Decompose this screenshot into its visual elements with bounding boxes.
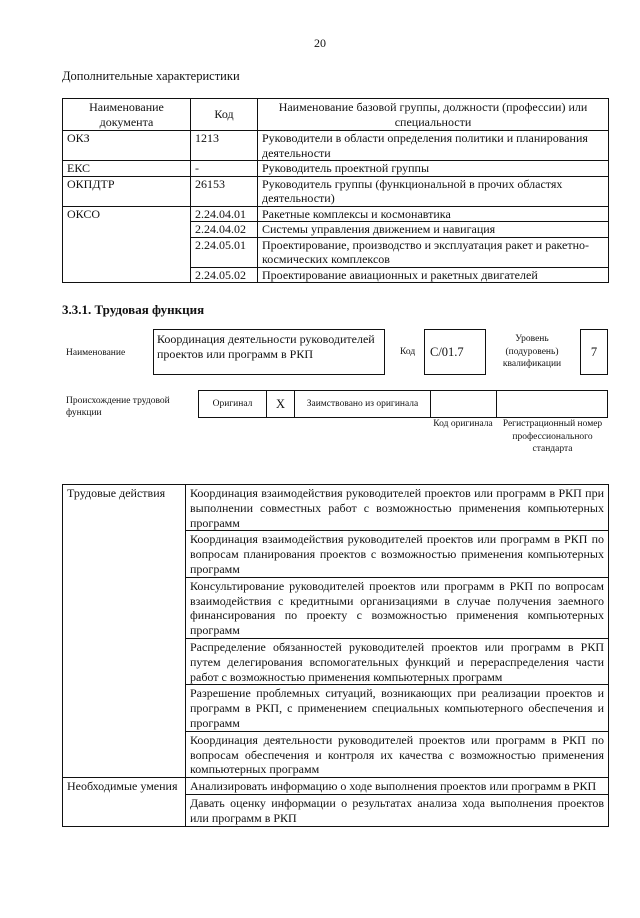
origin-row <box>199 391 608 418</box>
original-code-caption: Код оригинала <box>433 419 493 429</box>
table-row <box>63 131 609 161</box>
code-cell: 2.24.05.01 <box>191 237 258 267</box>
header-group-name: Наименование базовой группы, должности (профессии) или специальности <box>258 99 609 131</box>
name-cell: Проектирование, производство и эксплуатация ракет и ракетно-космических комплексов <box>258 237 609 267</box>
registration-number-caption: Регистрационный номер профессионального стандарта <box>502 419 603 454</box>
qualification-level-label: Уровень (подуровень) квалификации <box>502 334 562 369</box>
original-label: Оригинал <box>199 391 267 418</box>
labor-action-item: Координация деятельности руководителей проектов или программ в РКП по вопросам обеспечения и контроля их качества с возможностью применения компьютерных программ <box>186 731 609 777</box>
table-row <box>63 778 609 795</box>
characteristics-header-row <box>63 99 609 131</box>
origin-table <box>198 390 608 418</box>
name-cell: Системы управления движением и навигация <box>258 222 609 238</box>
code-cell: - <box>191 161 258 177</box>
skill-item: Давать оценку информации о результатах анализа хода выполнения проектов или программ в РКП <box>186 794 609 826</box>
doc-cell: ОКЗ <box>63 131 191 161</box>
required-skills-label: Необходимые умения <box>63 778 186 826</box>
header-code: Код <box>191 99 258 131</box>
function-code-label: Код <box>400 347 416 357</box>
table-row <box>63 176 609 206</box>
function-name-label: Наименование <box>66 348 126 358</box>
doc-cell: ОКСО <box>63 206 191 283</box>
code-cell: 2.24.05.02 <box>191 267 258 283</box>
name-cell: Руководитель группы (функциональной в прочих областях деятельности) <box>258 176 609 206</box>
original-code-cell <box>431 391 497 418</box>
name-cell: Проектирование авиационных и ракетных двигателей <box>258 267 609 283</box>
code-cell: 2.24.04.01 <box>191 206 258 222</box>
name-cell: Ракетные комплексы и космонавтика <box>258 206 609 222</box>
labor-actions-label: Трудовые действия <box>63 485 186 778</box>
code-cell: 2.24.04.02 <box>191 222 258 238</box>
name-cell: Руководители в области определения политики и планирования деятельности <box>258 131 609 161</box>
labor-action-item: Распределение обязанностей руководителей проектов или программ в РКП путем делегирования вспомогательных функций и перераспределения части работ с возможностью применения компьютерных программ <box>186 638 609 684</box>
labor-action-item: Координация взаимодействия руководителей проектов или программ в РКП при выполнении совместных работ с возможностью применения компьютерных программ <box>186 485 609 531</box>
code-cell: 26153 <box>191 176 258 206</box>
header-document: Наименование документа <box>63 99 191 131</box>
labor-activities-table <box>62 484 609 827</box>
original-mark: X <box>267 391 295 418</box>
doc-cell: ОКПДТР <box>63 176 191 206</box>
table-row <box>63 206 609 222</box>
code-cell: 1213 <box>191 131 258 161</box>
table-row <box>63 161 609 177</box>
section-title: 3.3.1. Трудовая функция <box>62 302 205 317</box>
characteristics-table <box>62 98 609 283</box>
skill-item: Анализировать информацию о ходе выполнения проектов или программ в РКП <box>186 778 609 795</box>
additional-heading: Дополнительные характеристики <box>62 69 240 83</box>
table-row <box>63 485 609 531</box>
registration-number-cell <box>497 391 608 418</box>
name-cell: Руководитель проектной группы <box>258 161 609 177</box>
labor-action-item: Консультирование руководителей проектов или программ в РКП по вопросам взаимодействия с кредитными организациями в случае получения заемного финансирования по проекту с возможностью применения компьютерных программ <box>186 577 609 638</box>
labor-action-item: Координация взаимодействия руководителей проектов или программ в РКП по вопросам планирования проектов с возможностью применения компьютерных программ <box>186 531 609 577</box>
qualification-level-value: 7 <box>580 329 608 375</box>
borrowed-label: Заимствовано из оригинала <box>295 391 431 418</box>
function-code-value: С/01.7 <box>424 329 486 375</box>
labor-action-item: Разрешение проблемных ситуаций, возникающих при реализации проектов и программ в РКП, с применением специальных компьютерного обеспечения и программ <box>186 685 609 731</box>
origin-label: Происхождение трудовой функции <box>66 396 170 418</box>
doc-cell: ЕКС <box>63 161 191 177</box>
page-number: 20 <box>314 36 326 50</box>
function-name-value: Координация деятельности руководителей проектов или программ в РКП <box>153 329 385 375</box>
